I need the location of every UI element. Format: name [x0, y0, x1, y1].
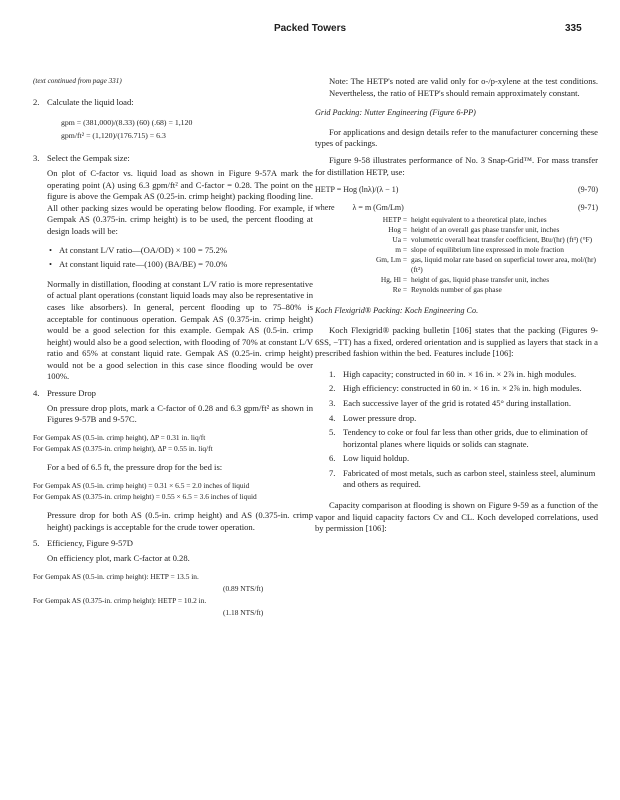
bullet-flooding-liquid: • At constant liquid rate—(100) (BA/BE) = 70.0% — [59, 259, 313, 271]
hetp-05-value-row — [33, 584, 313, 594]
meaning: height equivalent to a theoretical plate, inches — [411, 215, 547, 225]
equation-9-71 — [315, 202, 598, 214]
hetp-0375-value-row — [33, 608, 313, 618]
step-text: Calculate the liquid load: — [47, 96, 134, 107]
definition — [315, 245, 598, 255]
page-number: 335 — [565, 23, 582, 34]
step-text: Efficiency, Figure 9-57D — [47, 538, 133, 549]
hetp-0375-row — [33, 596, 313, 606]
where-label: where — [315, 202, 335, 212]
step-4-body: On pressure drop plots, mark a C-factor of 0.28 and 6.3 gpm/ft² as shown in Figures 9-57B and 9-57C. — [47, 402, 313, 425]
step-number: 2. — [33, 96, 40, 107]
definition — [315, 275, 598, 285]
section-heading-koch-flexigrid: Koch Flexigrid® Packing: Koch Engineering Co. — [315, 306, 479, 316]
equation-text: HETP = Hog (lnλ)/(λ − 1) — [315, 185, 399, 195]
list-item: 1. High capacity; constructed in 60 in. × 16 in. × 2⅞ in. high modules. — [329, 368, 577, 379]
section-heading-grid-packing: Grid Packing: Nutter Engineering (Figure 6-PP) — [315, 108, 476, 118]
step-3-body: On plot of C-factor vs. liquid load as shown in Figure 9-57A mark the operating point (A) using 6.3 gpm/ft² and C-factor = 0.28. The point on the figure is above the Gempak AS (0.25-in. crimp height) packing flooding line. All other packing sizes would be operating below flooding. For example, if Gempak AS (0.375-in. crimp height) is to be used, the percent flooding at design loads will be: — [47, 167, 313, 236]
pressure-drop-05: For Gempak AS (0.5-in. crimp height), ΔP = 0.31 in. liq/ft — [33, 432, 206, 442]
list-item: 6. Low liquid holdup. — [329, 453, 410, 464]
definition — [315, 215, 598, 225]
step-number: 3. — [33, 153, 40, 164]
symbol: m = — [395, 245, 407, 255]
bed-drop-0375: For Gempak AS (0.375-in. crimp height) = 0.55 × 6.5 = 3.6 inches of liquid — [33, 492, 257, 502]
continued-note: (text continued from page 331) — [33, 77, 122, 85]
equation-text: λ = m (Gm/Lm) — [352, 202, 404, 212]
grid-paragraph-2: Figure 9-58 illustrates performance of No. 3 Snap-Grid™. For mass transfer for distillation HETP, use: — [315, 154, 598, 177]
step-2 — [33, 97, 313, 109]
meaning: slope of equilibrium line expressed in mole fraction — [411, 245, 564, 255]
koch-paragraph-2: Capacity comparison at flooding is shown on Figure 9-59 as a function of the vapor and liquid capacity factors Cv and CL. Koch developed correlations, used by permission [106]: — [315, 500, 598, 534]
step-5-body: On efficiency plot, mark C-factor at 0.28. — [47, 553, 190, 564]
hetp-0375-nts: (1.18 NTS/ft) — [223, 608, 264, 618]
definition — [315, 225, 598, 235]
equation-9-70 — [315, 184, 598, 196]
symbol: Gm, Lm = — [375, 255, 407, 265]
running-header: Packed Towers — [273, 23, 347, 34]
meaning: volumetric overall heat transfer coefficient, Btu/(hr) (ft³) (°F) — [411, 235, 593, 245]
hetp-0375: For Gempak AS (0.375-in. crimp height): HETP = 10.2 in. — [33, 596, 207, 606]
step-5 — [33, 538, 313, 550]
bullet-flooding-lv: • At constant L/V ratio—(OA/OD) × 100 = 75.2% — [59, 245, 313, 257]
meaning: gas, liquid molar rate based on superficial tower area, mol/(hr) (ft²) — [411, 255, 596, 275]
list-item: 2. High efficiency: constructed in 60 in. × 16 in. × 2⅞ in. high modules. — [329, 383, 582, 394]
symbol: HETP = — [382, 215, 407, 225]
hetp-note: Note: The HETP's noted are valid only for o-/p-xylene at the test conditions. Nevertheless, the ratio of HETP's should remain approximately constant. — [329, 76, 598, 98]
hetp-05-row — [33, 572, 313, 582]
meaning: height of an overall gas phase transfer unit, inches — [411, 225, 560, 235]
equation-gpm-per-area: gpm/ft² = (1,120)/(176.715) = 6.3 — [61, 130, 166, 140]
pressure-drop-0375: For Gempak AS (0.375-in. crimp height), ΔP = 0.55 in. liq/ft — [33, 444, 213, 454]
step-text: Pressure Drop — [47, 388, 96, 399]
right-column — [315, 76, 598, 540]
hetp-05: For Gempak AS (0.5-in. crimp height): HETP = 13.5 in. — [33, 571, 199, 581]
meaning: height of gas, liquid phase transfer unit, inches — [411, 275, 550, 285]
symbol: Re = — [392, 285, 407, 295]
definition — [315, 235, 598, 245]
list-item: 7. Fabricated of most metals, such as carbon steel, stainless steel, aluminum and others as required. — [329, 467, 596, 490]
step-3 — [33, 153, 313, 165]
symbol: Hg, Hl = — [380, 275, 407, 285]
list-item: 4. Lower pressure drop. — [329, 412, 417, 423]
step-number: 5. — [33, 538, 40, 549]
koch-paragraph-1: Koch Flexigrid® packing bulletin [106] states that the packing (Figures 9-6SS, −TT) has a fixed, ordered orientation and is supplied as layers that stack in a prescribed fashion within the bed. Features include [106]: — [315, 324, 598, 359]
symbol: Ua = — [392, 235, 407, 245]
step-text: Select the Gempak size: — [47, 153, 130, 164]
step-4 — [33, 388, 313, 400]
symbol: Hog = — [388, 225, 407, 235]
meaning: Reynolds number of gas phase — [411, 285, 502, 295]
step-number: 4. — [33, 388, 40, 399]
list-item: 3. Each successive layer of the grid is rotated 45° during installation. — [329, 397, 572, 408]
step-4-paragraph-2: Pressure drop for both AS (0.5-in. crimp height) and AS (0.375-in. crimp height) packings is acceptable for the crude tower operation. — [47, 510, 313, 532]
definition — [315, 255, 598, 275]
bed-intro: For a bed of 6.5 ft, the pressure drop for the bed is: — [47, 462, 223, 473]
definitions-list — [315, 215, 598, 295]
features-list — [315, 369, 598, 491]
equation-gpm: gpm = (381,000)/(8.33) (60) (.68) = 1,120 — [61, 118, 193, 128]
hetp-05-nts: (0.89 NTS/ft) — [223, 583, 264, 593]
list-item: 5. Tendency to coke or foul far less than other grids, due to elimination of horizontal planes where liquids or solids can stagnate. — [329, 427, 588, 449]
equation-number: (9-70) — [578, 185, 598, 195]
step-3-paragraph-2: Normally in distillation, flooding at constant L/V ratio is more representative of actual plant operations (constant liquid loads may also be representative in cases like absorbers). In general, percent flooding up to 75–80% is acceptable for continuous operation. Gempak AS (0.375-in. crimp height) would be a good selection for this example. Gempak AS (0.5-in. crimp height) would also be a good selection, with flooding of 70% at constant L/V ratio and 65% at constant liquid rate. Gempak AS (0.25-in. crimp height) would not be a good selection in this case since flooding would be over 100%. — [47, 278, 313, 382]
left-column — [33, 76, 313, 620]
grid-paragraph-1: For applications and design details refer to the manufacturer concerning these types of packings. — [315, 126, 598, 149]
definition — [315, 285, 598, 295]
bed-drop-05: For Gempak AS (0.5-in. crimp height) = 0.31 × 6.5 = 2.0 inches of liquid — [33, 480, 250, 490]
equation-number: (9-71) — [578, 202, 598, 212]
